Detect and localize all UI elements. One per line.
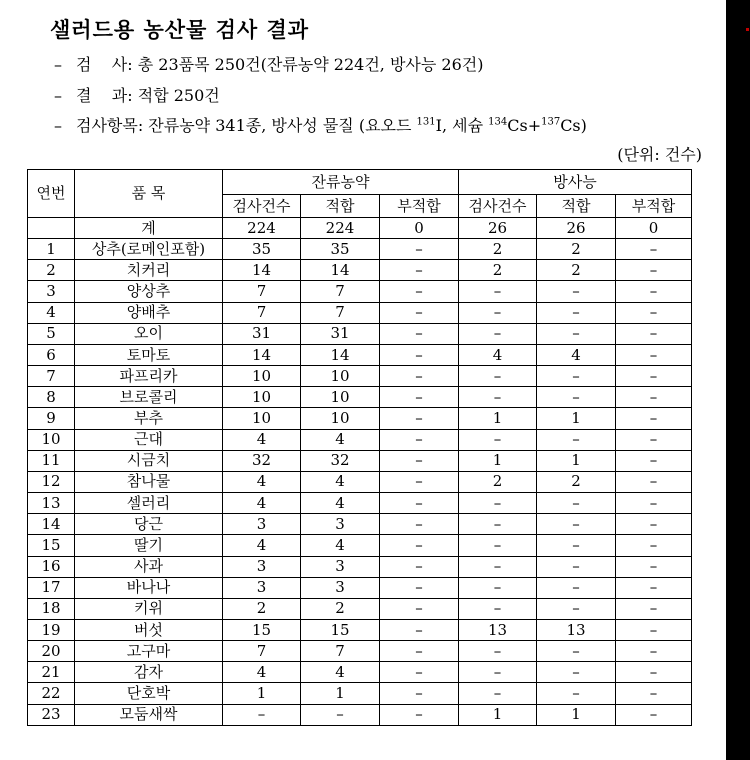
row-value: 7 (223, 641, 301, 662)
row-value: – (459, 598, 537, 619)
col-header-no: 연번 (28, 170, 75, 218)
row-no: 13 (28, 493, 75, 514)
row-value: 10 (223, 387, 301, 408)
total-value: 26 (459, 218, 537, 239)
row-value: – (616, 619, 692, 640)
row-value: – (380, 429, 459, 450)
row-value: 1 (537, 704, 616, 725)
row-value: 1 (537, 450, 616, 471)
row-value: – (459, 514, 537, 535)
row-no: 10 (28, 429, 75, 450)
row-value: 1 (537, 408, 616, 429)
row-value: – (616, 683, 692, 704)
row-value: 10 (223, 366, 301, 387)
inspection-text: : 총 23품목 250건(잔류농약 224건, 방사능 26건) (127, 55, 484, 74)
row-value: – (537, 366, 616, 387)
row-no: 9 (28, 408, 75, 429)
row-no: 17 (28, 577, 75, 598)
summary-line-inspection (54, 52, 483, 75)
row-value: – (380, 704, 459, 725)
table-row (28, 239, 692, 260)
table-row (28, 493, 692, 514)
row-value: – (459, 535, 537, 556)
row-value: – (459, 493, 537, 514)
row-item: 참나물 (75, 471, 223, 492)
row-value: 3 (223, 514, 301, 535)
row-value: 4 (537, 344, 616, 365)
row-no: 12 (28, 471, 75, 492)
row-value: – (380, 535, 459, 556)
row-item: 버섯 (75, 619, 223, 640)
row-value: – (537, 662, 616, 683)
table-row (28, 471, 692, 492)
row-value: 13 (537, 619, 616, 640)
page-title: 샐러드용 농산물 검사 결과 (50, 18, 310, 42)
row-value: 7 (223, 302, 301, 323)
row-value: – (616, 535, 692, 556)
row-value: – (380, 683, 459, 704)
row-value: 3 (223, 577, 301, 598)
row-value: – (537, 683, 616, 704)
row-item: 근대 (75, 429, 223, 450)
table-row (28, 535, 692, 556)
total-value: 224 (301, 218, 380, 239)
row-item: 셀러리 (75, 493, 223, 514)
sub-header-radio-pass: 적합 (537, 195, 616, 218)
row-value: 13 (459, 619, 537, 640)
result-text: : 적합 250건 (127, 86, 220, 105)
row-no: 5 (28, 323, 75, 344)
header-row-group (28, 170, 692, 195)
row-value: – (380, 598, 459, 619)
row-value: – (459, 556, 537, 577)
row-no: 21 (28, 662, 75, 683)
row-value: – (380, 387, 459, 408)
row-no: 6 (28, 344, 75, 365)
row-value: 7 (301, 641, 380, 662)
row-item: 단호박 (75, 683, 223, 704)
row-value: 4 (301, 429, 380, 450)
row-item: 감자 (75, 662, 223, 683)
row-value: 10 (301, 408, 380, 429)
row-value: – (459, 429, 537, 450)
row-value: – (380, 556, 459, 577)
row-item: 고구마 (75, 641, 223, 662)
row-value: – (537, 429, 616, 450)
row-value: 4 (301, 471, 380, 492)
table-row (28, 366, 692, 387)
row-value: – (459, 683, 537, 704)
row-value: – (616, 471, 692, 492)
table-row (28, 323, 692, 344)
row-value: – (616, 387, 692, 408)
row-no: 19 (28, 619, 75, 640)
row-value: – (459, 641, 537, 662)
unit-label: (단위: 건수) (617, 145, 702, 164)
row-value: 2 (459, 260, 537, 281)
row-value: – (380, 260, 459, 281)
row-value: – (616, 598, 692, 619)
row-value: – (380, 408, 459, 429)
sub-header-residue-pass: 적합 (301, 195, 380, 218)
row-value: – (537, 281, 616, 302)
sub-header-radio-tested: 검사건수 (459, 195, 537, 218)
row-value: 14 (223, 344, 301, 365)
row-value: – (380, 641, 459, 662)
row-value: 1 (459, 408, 537, 429)
row-item: 오이 (75, 323, 223, 344)
bullet-dash: – (54, 55, 62, 74)
row-value: 10 (223, 408, 301, 429)
row-value: – (616, 408, 692, 429)
row-value: – (616, 556, 692, 577)
row-no: 22 (28, 683, 75, 704)
row-value: 2 (537, 260, 616, 281)
row-value: 1 (223, 683, 301, 704)
row-value: – (616, 514, 692, 535)
items-text-d: Cs) (560, 116, 587, 135)
row-value: 4 (223, 662, 301, 683)
row-value: – (616, 493, 692, 514)
row-value: – (537, 598, 616, 619)
row-value: – (616, 239, 692, 260)
row-value: – (537, 387, 616, 408)
row-no: 18 (28, 598, 75, 619)
row-value: 32 (301, 450, 380, 471)
row-value: 1 (459, 704, 537, 725)
col-header-item: 품 목 (75, 170, 223, 218)
row-value: 35 (223, 239, 301, 260)
row-value: 4 (223, 429, 301, 450)
row-value: – (380, 514, 459, 535)
table-row (28, 344, 692, 365)
row-item: 브로콜리 (75, 387, 223, 408)
row-item: 사과 (75, 556, 223, 577)
row-value: – (380, 493, 459, 514)
row-item: 양상추 (75, 281, 223, 302)
row-value: – (537, 323, 616, 344)
row-item: 부추 (75, 408, 223, 429)
row-no: 11 (28, 450, 75, 471)
table-row (28, 641, 692, 662)
row-value: 3 (301, 577, 380, 598)
table-row (28, 387, 692, 408)
row-value: – (459, 366, 537, 387)
items-text-b: I, 세슘 (435, 116, 484, 135)
row-value: 2 (537, 239, 616, 260)
row-value: – (459, 302, 537, 323)
row-value: – (616, 704, 692, 725)
row-value: – (616, 429, 692, 450)
row-item: 양배추 (75, 302, 223, 323)
right-edge-bar (726, 0, 750, 760)
row-value: – (223, 704, 301, 725)
row-value: – (459, 323, 537, 344)
row-value: – (380, 302, 459, 323)
cesium137-mass-number: 137 (541, 116, 561, 128)
table-row (28, 704, 692, 725)
iodine-mass-number: 131 (416, 116, 436, 128)
table-row (28, 260, 692, 281)
row-value: 14 (223, 260, 301, 281)
row-value: 14 (301, 260, 380, 281)
row-no: 14 (28, 514, 75, 535)
row-value: – (459, 281, 537, 302)
table-row (28, 683, 692, 704)
table-row (28, 450, 692, 471)
row-item: 키위 (75, 598, 223, 619)
row-value: – (459, 577, 537, 598)
row-value: 3 (223, 556, 301, 577)
items-text-a: : 잔류농약 341종, 방사성 물질 (요오드 (137, 116, 412, 135)
row-value: 2 (537, 471, 616, 492)
row-value: – (616, 662, 692, 683)
row-value: 4 (223, 493, 301, 514)
row-no: 16 (28, 556, 75, 577)
row-value: – (616, 577, 692, 598)
group-header-residue: 잔류농약 (223, 170, 459, 195)
inspection-label: 검 사 (76, 55, 128, 74)
total-value: 0 (380, 218, 459, 239)
row-value: 32 (223, 450, 301, 471)
group-header-radio: 방사능 (459, 170, 692, 195)
row-item: 시금치 (75, 450, 223, 471)
row-item: 당근 (75, 514, 223, 535)
total-label: 계 (75, 218, 223, 239)
row-no: 7 (28, 366, 75, 387)
row-value: – (537, 641, 616, 662)
row-value: 15 (223, 619, 301, 640)
row-value: 4 (459, 344, 537, 365)
row-value: 35 (301, 239, 380, 260)
row-value: – (380, 344, 459, 365)
row-item: 파프리카 (75, 366, 223, 387)
row-no: 15 (28, 535, 75, 556)
row-value: 10 (301, 366, 380, 387)
row-value: 31 (301, 323, 380, 344)
table-row (28, 619, 692, 640)
bullet-dash: – (54, 116, 62, 135)
row-value: 2 (459, 239, 537, 260)
row-value: – (380, 619, 459, 640)
sub-header-residue-tested: 검사건수 (223, 195, 301, 218)
row-item: 토마토 (75, 344, 223, 365)
row-value: – (537, 493, 616, 514)
row-value: 1 (459, 450, 537, 471)
row-value: – (380, 323, 459, 344)
row-value: – (537, 535, 616, 556)
row-item: 상추(로메인포함) (75, 239, 223, 260)
row-value: 4 (301, 535, 380, 556)
total-value: 0 (616, 218, 692, 239)
row-item: 치커리 (75, 260, 223, 281)
red-marker (746, 28, 749, 31)
row-no: 2 (28, 260, 75, 281)
row-value: 15 (301, 619, 380, 640)
row-no: 23 (28, 704, 75, 725)
table-row (28, 302, 692, 323)
sub-header-residue-fail: 부적합 (380, 195, 459, 218)
row-value: – (537, 556, 616, 577)
row-no: 4 (28, 302, 75, 323)
row-no: 3 (28, 281, 75, 302)
items-text-c: Cs+ (507, 116, 542, 135)
row-no: 8 (28, 387, 75, 408)
row-value: – (380, 366, 459, 387)
row-value: – (301, 704, 380, 725)
total-row (28, 218, 692, 239)
row-value: – (616, 344, 692, 365)
table-row (28, 429, 692, 450)
row-value: – (616, 366, 692, 387)
row-value: 10 (301, 387, 380, 408)
row-no: 20 (28, 641, 75, 662)
results-table (27, 169, 692, 726)
items-label: 검사항목 (76, 116, 138, 135)
total-value: 224 (223, 218, 301, 239)
row-value: – (616, 450, 692, 471)
row-value: 2 (301, 598, 380, 619)
row-value: – (616, 323, 692, 344)
table-row (28, 556, 692, 577)
table-row (28, 281, 692, 302)
table-row (28, 514, 692, 535)
row-item: 바나나 (75, 577, 223, 598)
row-value: – (380, 662, 459, 683)
row-value: – (616, 641, 692, 662)
row-value: 4 (223, 471, 301, 492)
summary-line-items (54, 113, 587, 136)
row-value: 1 (301, 683, 380, 704)
row-no: 1 (28, 239, 75, 260)
row-value: 3 (301, 514, 380, 535)
row-value: 7 (301, 281, 380, 302)
row-value: – (616, 260, 692, 281)
row-value: 3 (301, 556, 380, 577)
row-value: 14 (301, 344, 380, 365)
row-value: – (380, 471, 459, 492)
row-value: – (537, 302, 616, 323)
row-value: – (537, 577, 616, 598)
row-value: – (459, 387, 537, 408)
row-value: – (380, 281, 459, 302)
row-value: 7 (301, 302, 380, 323)
row-value: – (459, 662, 537, 683)
sub-header-radio-fail: 부적합 (616, 195, 692, 218)
row-value: – (380, 577, 459, 598)
table-row (28, 598, 692, 619)
row-value: – (380, 450, 459, 471)
summary-line-result (54, 83, 220, 106)
table-row (28, 662, 692, 683)
row-value: 4 (301, 493, 380, 514)
row-value: 7 (223, 281, 301, 302)
table-row (28, 408, 692, 429)
cesium134-mass-number: 134 (488, 116, 508, 128)
total-value: 26 (537, 218, 616, 239)
table-row (28, 577, 692, 598)
row-item: 모둠새싹 (75, 704, 223, 725)
total-no (28, 218, 75, 239)
row-value: – (380, 239, 459, 260)
row-item: 딸기 (75, 535, 223, 556)
row-value: – (537, 514, 616, 535)
row-value: 2 (459, 471, 537, 492)
row-value: – (616, 302, 692, 323)
row-value: 4 (301, 662, 380, 683)
row-value: 2 (223, 598, 301, 619)
result-label: 결 과 (76, 86, 128, 105)
bullet-dash: – (54, 86, 62, 105)
row-value: 4 (223, 535, 301, 556)
row-value: 31 (223, 323, 301, 344)
row-value: – (616, 281, 692, 302)
